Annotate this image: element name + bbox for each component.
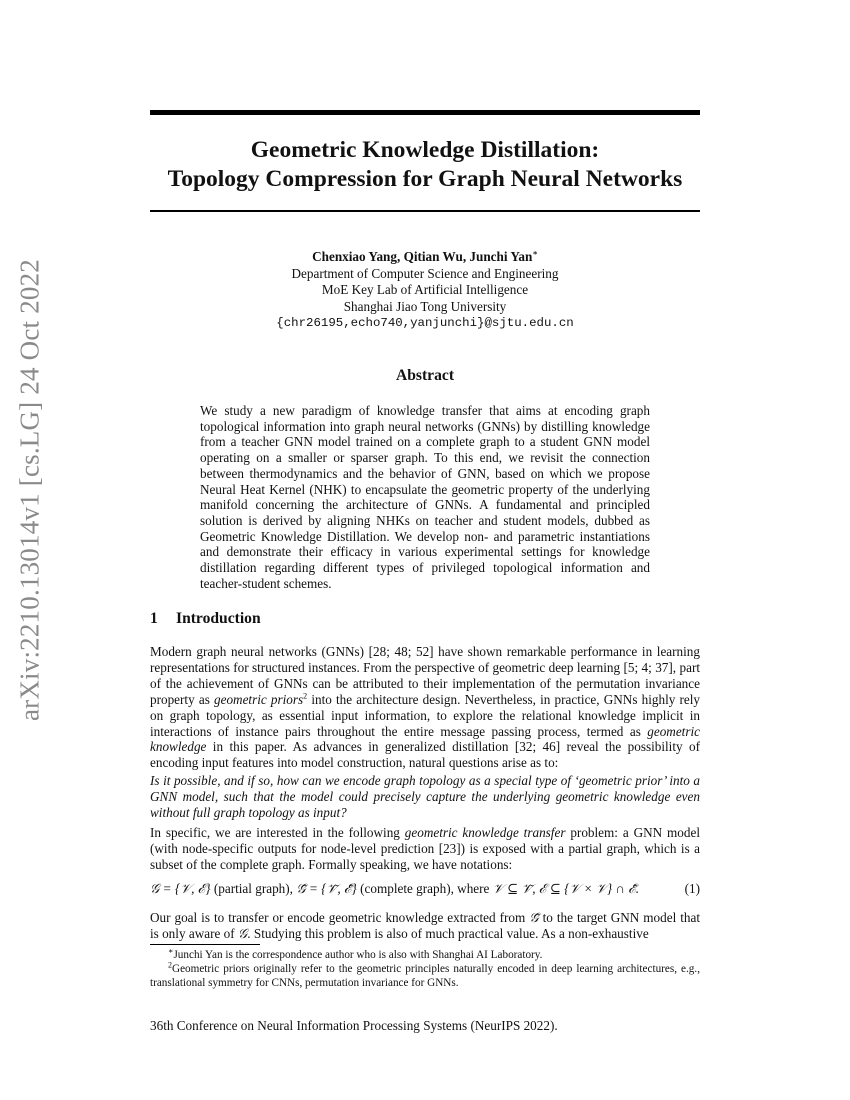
author-email: {chr26195,echo740,yanjunchi}@sjtu.edu.cn bbox=[276, 316, 574, 330]
author-block bbox=[150, 249, 700, 332]
equation-number: (1) bbox=[684, 881, 700, 896]
section-heading bbox=[150, 610, 261, 628]
intro-paragraph-3: In specific, we are interested in the following geometric knowledge transfer problem: a GNN model (with node-specific outputs for node-level prediction [23]) is exposed with a partial graph, which is a subset of the complete graph. Formally speaking, we have notations: bbox=[150, 825, 701, 872]
author-university: Shanghai Jiao Tong University bbox=[343, 298, 507, 314]
term-geometric-knowledge: geometric knowledge bbox=[150, 723, 700, 755]
abstract-heading: Abstract bbox=[395, 367, 455, 384]
footnotes bbox=[150, 948, 700, 990]
intro-paragraph-4: Our goal is to transfer or encode geometric knowledge extracted from 𝒢̃ to the target GNN model that is only aware of 𝒢. Studying this problem is also of much practical value. As a non-exhaustive bbox=[150, 910, 700, 941]
title-line-2: Topology Compression for Graph Neural Networks bbox=[167, 166, 683, 192]
equation-1: 𝒢 = {𝒱, ℰ} (partial graph), 𝒢̃ = {𝒱̃, ℰ̃} (complete graph), where 𝒱 ⊆ 𝒱̃, ℰ ⊆ {𝒱 × 𝒱} ∩ ℰ̃. (1) bbox=[150, 881, 700, 896]
eq-complete-graph: 𝒢̃ = {𝒱̃, ℰ̃} bbox=[296, 881, 357, 896]
arxiv-identifier-text: arXiv:2210.13014v1 [cs.LG] 24 Oct 2022 bbox=[14, 258, 45, 722]
footnote-2: $^2$Geometric priors originally refer to the geometric principles naturally encoded in deep learning architectures, e.g., translational symmetry for CNNs, permutation invariance for GNNs. bbox=[150, 960, 700, 989]
arxiv-identifier-stamp bbox=[2, 258, 58, 722]
venue-footer: 36th Conference on Neural Information Processing Systems (NeurIPS 2022). bbox=[150, 1018, 558, 1033]
intro-paragraph-1: Modern graph neural networks (GNNs) [28; 48; 52] have shown remarkable performance in learning representations for structured instances. From the perspective of geometric deep learning [5; 4; 37], part of the achievement of GNNs can be attributed to their implementation of the permutation invariance property as geometric priors$^2$ into the architecture design. Nevertheless, in practice, GNNs highly rely on graph topology, as essential input information, to explore the relational knowledge implicit in interactions of instance pairs throughout the entire message passing process, termed as geometric knowledge in this paper. As advances in generalized distillation [32; 46] reveal the possibility of encoding input features into model construction, natural questions arise as to: bbox=[150, 644, 700, 771]
term-geometric-priors: geometric priors bbox=[214, 691, 304, 707]
footnote-rule bbox=[150, 944, 260, 945]
intro-research-question: Is it possible, and if so, how can we encode graph topology as a special type of ‘geometric prior’ into a GNN model, such that the model could precisely capture the underlying geometric knowledge even without full graph topology as input? bbox=[150, 773, 700, 820]
section-title: Introduction bbox=[176, 610, 261, 627]
paper-title bbox=[150, 136, 700, 194]
author-lab: MoE Key Lab of Artificial Intelligence bbox=[321, 282, 529, 297]
author-department: Department of Computer Science and Engineering bbox=[291, 265, 559, 281]
footnote-ref-2: 2 bbox=[303, 691, 308, 701]
author-names: Chenxiao Yang, Qitian Wu, Junchi Yan∗ bbox=[312, 248, 538, 264]
eq-subset-condition: 𝒱 ⊆ 𝒱̃, ℰ ⊆ {𝒱 × 𝒱} ∩ ℰ̃. bbox=[492, 881, 640, 896]
title-top-rule bbox=[150, 110, 700, 115]
section-number: 1 bbox=[150, 610, 158, 627]
author-footnote-mark: ∗ bbox=[532, 248, 538, 258]
eq-partial-graph: 𝒢 = {𝒱, ℰ} bbox=[150, 881, 211, 896]
term-geometric-knowledge-transfer: geometric knowledge transfer bbox=[404, 825, 566, 840]
footnote-1: ∗Junchi Yan is the correspondence author who is also with Shanghai AI Laboratory. bbox=[168, 946, 543, 961]
abstract-text: We study a new paradigm of knowledge transfer that aims at encoding graph topological information into graph neural networks (GNNs) by distilling knowledge from a teacher GNN model trained on a complete graph to a student GNN model operating on a smaller or sparser graph. To this end, we revisit the connection between thermodynamics and the behavior of GNN, based on which we propose Neural Heat Kernel (NHK) to encapsulate the geometric property of the underlying manifold concerning the architecture of GNNs. A fundamental and principled solution is derived by aligning NHKs on teacher and student models, dubbed as Geometric Knowledge Distillation. We develop non- and parametric instantiations and demonstrate their efficacy in various experimental settings for knowledge distillation regarding different types of privileged topological information and teacher-student schemes. bbox=[200, 403, 650, 591]
title-line-1: Geometric Knowledge Distillation: bbox=[250, 137, 600, 163]
title-bottom-rule bbox=[150, 210, 700, 212]
